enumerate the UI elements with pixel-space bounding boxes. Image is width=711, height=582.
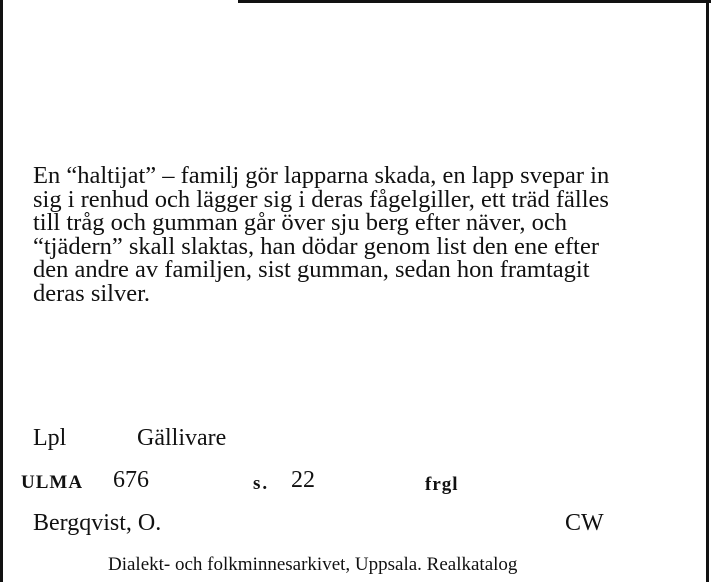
page-label: s. — [253, 473, 270, 494]
socken-field: Gällivare — [137, 425, 227, 451]
top-border-line — [238, 0, 711, 3]
description-line: deras silver. — [33, 279, 151, 307]
left-border-line — [0, 0, 3, 582]
category-code: frgl — [425, 474, 459, 495]
landskap-field: Lpl — [33, 425, 67, 451]
archive-number: 676 — [113, 467, 149, 493]
description-line: “tjädern” skall slaktas, han dödar genom list den ene efter — [33, 232, 600, 260]
description-line: sig i renhud och lägger sig i deras fågelgiller, ett träd fälles — [33, 185, 609, 213]
description-line: En “haltijat” – familj gör lapparna skada, en lapp svepar in — [33, 162, 610, 189]
recorder-initials: CW — [565, 510, 604, 536]
page-number: 22 — [291, 467, 315, 493]
collector-name: Bergqvist, O. — [33, 510, 162, 536]
card-description — [33, 164, 693, 305]
right-border-line — [706, 0, 709, 582]
description-line: till tråg och gumman går över sju berg efter näver, och — [33, 209, 567, 236]
archive-label: ULMA — [21, 472, 84, 493]
description-line: den andre av familjen, sist gumman, sedan hon framtagit — [33, 256, 590, 283]
archive-footer: Dialekt- och folkminnesarkivet, Uppsala. Realkatalog — [108, 554, 518, 575]
